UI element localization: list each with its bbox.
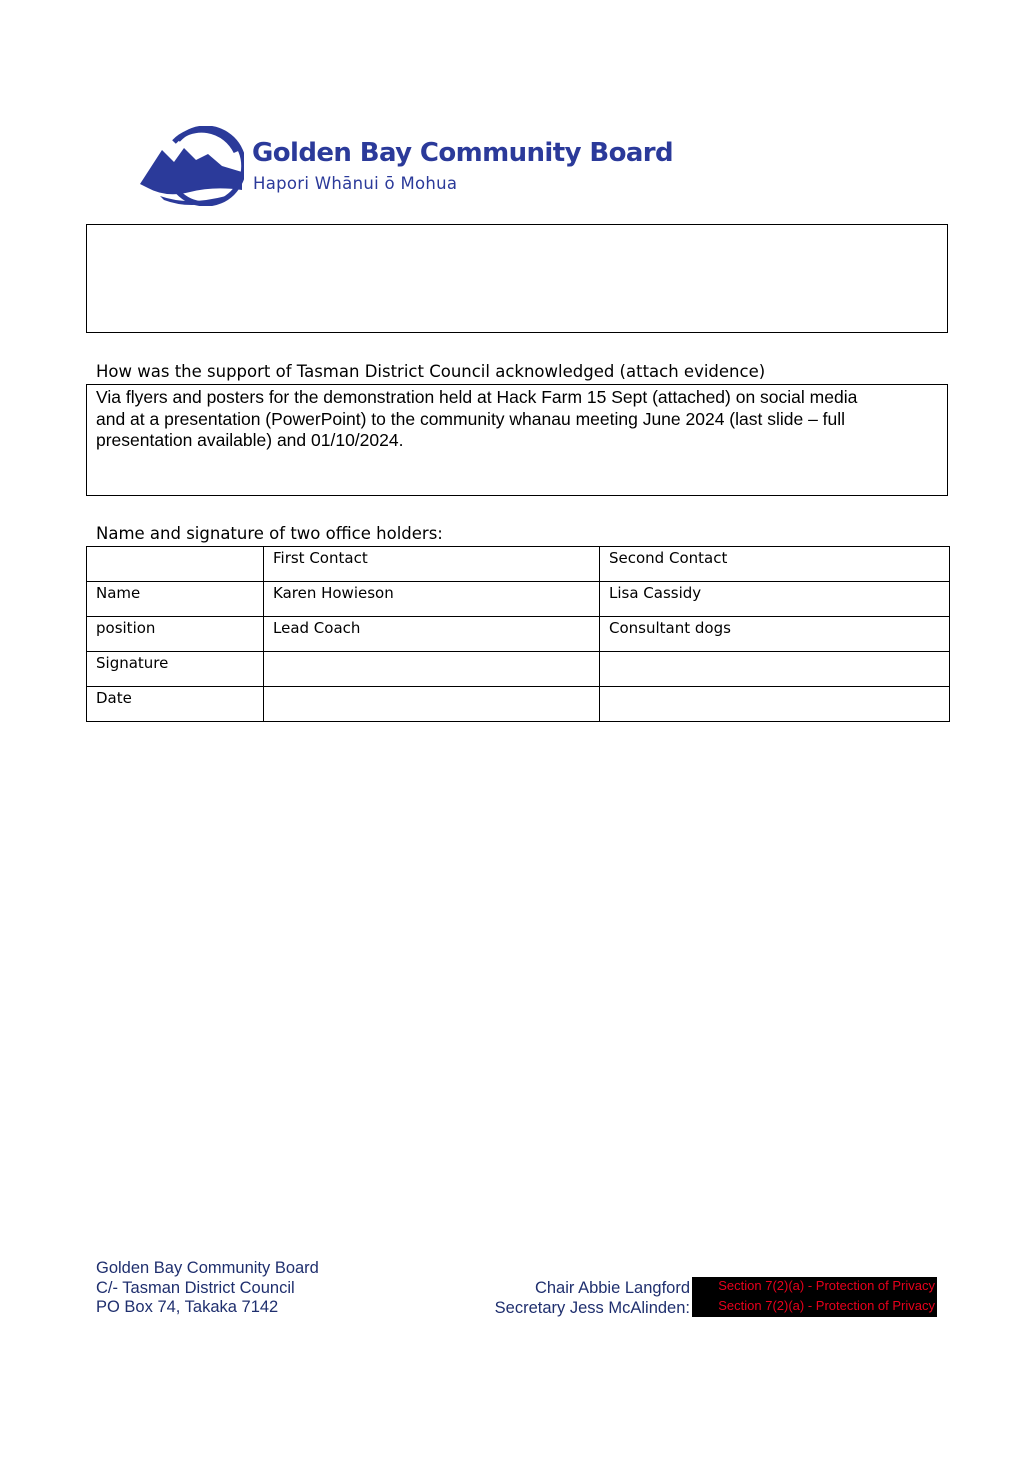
office-holders-table (86, 546, 950, 722)
acknowledgement-text-box (86, 384, 948, 496)
row-label: Signature (87, 652, 264, 687)
header-cell-blank (87, 547, 264, 582)
acknowledgement-line: presentation available) and 01/10/2024. (96, 430, 404, 450)
second-contact-signature (600, 652, 950, 687)
footer-address-line: PO Box 74, Takaka 7142 (96, 1298, 279, 1316)
empty-response-box (86, 224, 948, 333)
table-row (87, 652, 950, 687)
second-contact-date (600, 687, 950, 722)
acknowledgement-line: Via flyers and posters for the demonstration held at Hack Farm 15 Sept (attached) on social media (96, 387, 858, 407)
footer-address-line: C/- Tasman District Council (96, 1278, 295, 1297)
footer-contacts (495, 1279, 690, 1318)
org-name: Golden Bay Community Board (252, 138, 674, 168)
table-row (87, 617, 950, 652)
acknowledgement-label: How was the support of Tasman District Council acknowledged (attach evidence) (96, 362, 766, 381)
table-row (87, 687, 950, 722)
first-contact-signature (264, 652, 600, 687)
acknowledgement-line: and at a presentation (PowerPoint) to the community whanau meeting June 2024 (last slide – full (96, 408, 846, 429)
first-contact-position: Lead Coach (264, 617, 600, 652)
redaction-block: Section 7(2)(a) - Protection of Privacy (692, 1277, 937, 1297)
footer-secretary: Secretary Jess McAlinden: (494, 1298, 690, 1317)
second-contact-name: Lisa Cassidy (600, 582, 950, 617)
row-label: Date (87, 687, 264, 722)
header-cell-first-contact: First Contact (264, 547, 600, 582)
first-contact-date (264, 687, 600, 722)
header-cell-second-contact: Second Contact (600, 547, 950, 582)
redaction-block: Section 7(2)(a) - Protection of Privacy (692, 1297, 937, 1317)
office-holders-label: Name and signature of two office holders: (96, 524, 443, 543)
row-label: position (87, 617, 264, 652)
org-subtitle: Hapori Whānui ō Mohua (253, 174, 458, 193)
first-contact-name: Karen Howieson (264, 582, 600, 617)
board-logo-icon (138, 126, 244, 206)
footer-address (96, 1259, 319, 1318)
footer-address-line: Golden Bay Community Board (96, 1259, 319, 1277)
second-contact-position: Consultant dogs (600, 617, 950, 652)
footer-chair: Chair Abbie Langford (534, 1279, 690, 1297)
table-header-row (87, 547, 950, 582)
table-row (87, 582, 950, 617)
row-label: Name (87, 582, 264, 617)
